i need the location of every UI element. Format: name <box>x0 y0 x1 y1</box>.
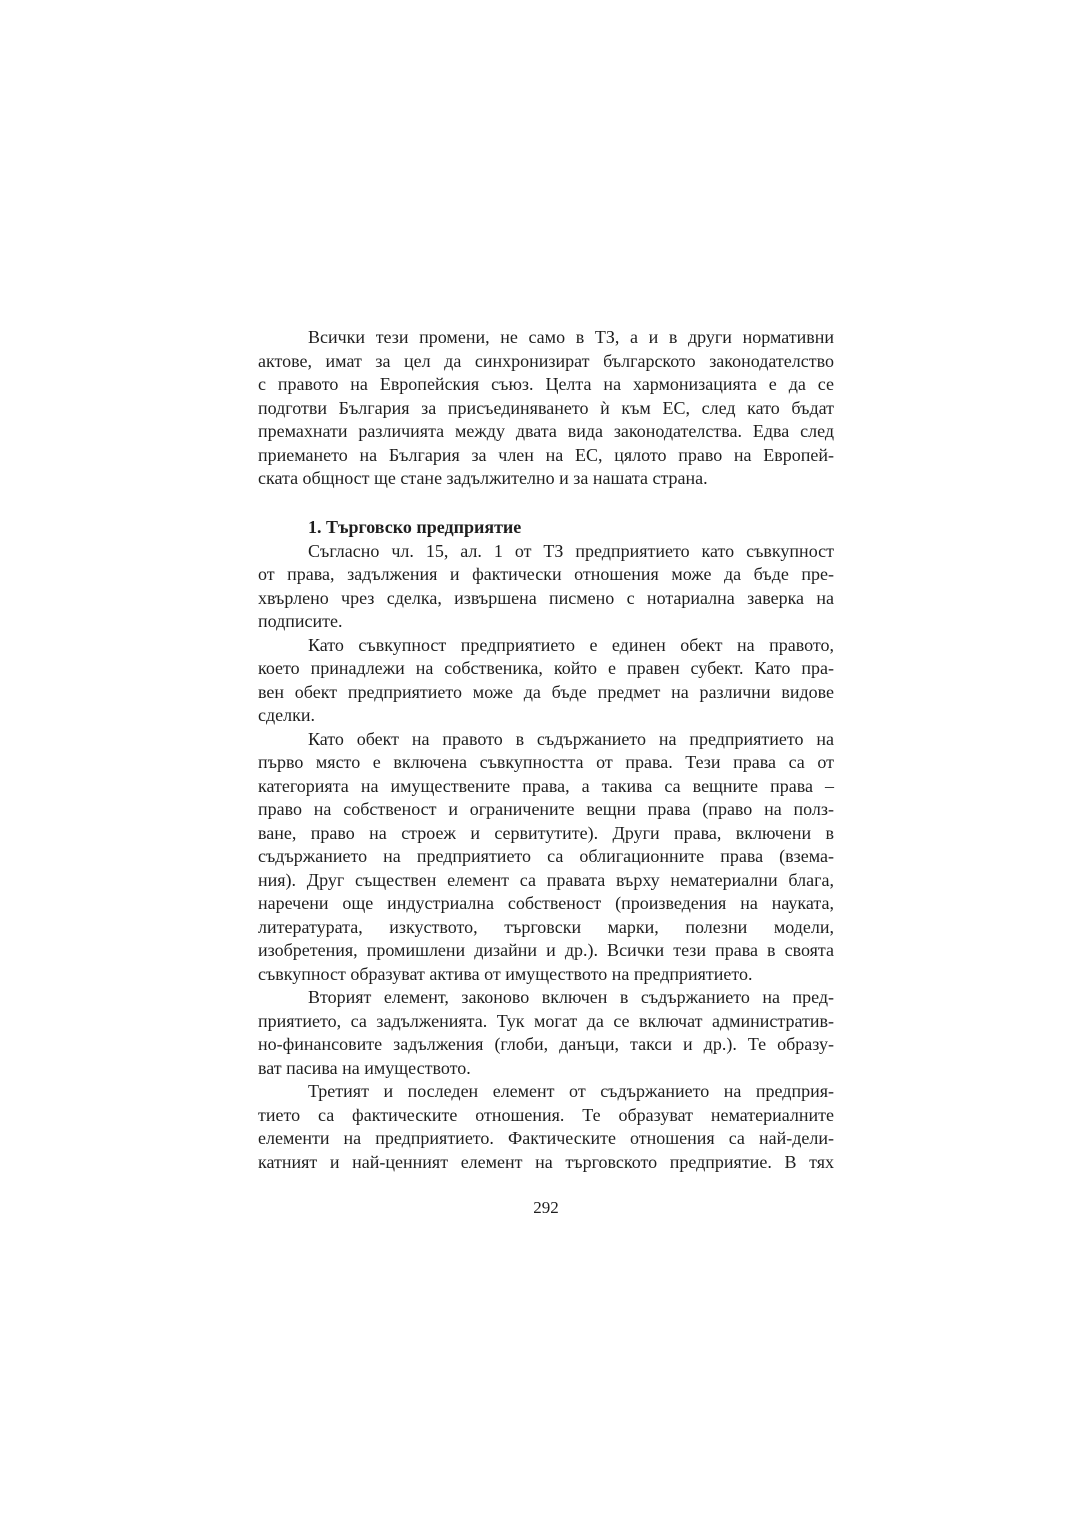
text-line: ват пасива на имуществото. <box>258 1057 471 1078</box>
text-line: с правото на Европейския съюз. Целта на хармонизацията е да се <box>258 374 834 394</box>
text-line: тието са фактическите отношения. Те образуват нематериалните <box>258 1104 834 1125</box>
text-line: от права, задължения и фактически отношения може да бъде пре- <box>258 564 834 584</box>
text-line: Като съвкупност предприятието е единен обект на правото, <box>308 634 834 655</box>
text-line: подписите. <box>258 611 343 631</box>
text-line: изобретения, промишлени дизайни и др.). Всички тези права в своята <box>258 940 834 960</box>
text-line: първо място е включена съвкупността от права. Тези права са от <box>258 752 834 772</box>
text-line: Съгласно чл. 15, ал. 1 от ТЗ предприятието като съвкупност <box>308 540 834 561</box>
section-paragraph <box>258 1080 834 1174</box>
section-body <box>258 540 834 1175</box>
text-line: ване, право на строеж и сервитутите). Други права, включени в <box>258 822 834 843</box>
text-line: но-финансовите задължения (глоби, данъци, такси и др.). Те образу- <box>258 1034 834 1054</box>
text-line: литературата, изкуството, търговски марки, полезни модели, <box>258 916 834 937</box>
intro-paragraph-body <box>258 326 834 491</box>
text-line: приемането на България за член на ЕС, цялото право на Европей- <box>258 444 834 465</box>
text-line: Третият и последен елемент от съдържанието на предприя- <box>308 1081 834 1101</box>
text-line: актове, имат за цел да синхронизират българското законодателство <box>258 350 834 371</box>
page-number: 292 <box>533 1198 559 1217</box>
text-line: Всички тези промени, не само в ТЗ, а и в други нормативни <box>308 327 834 347</box>
text-line: ния). Друг съществен елемент са правата върху нематериални блага, <box>258 869 834 890</box>
text-line: което принадлежи на собственика, който е правен субект. Като пра- <box>258 658 834 678</box>
text-line: хвърлено чрез сделка, извършена писмено с нотариална заверка на <box>258 587 834 608</box>
text-line: категорията на имуществените права, а такива са вещните права – <box>258 775 834 796</box>
text-line: катният и най-ценният елемент на търговското предприятие. В тях <box>258 1151 834 1172</box>
text-line: право на собственост и ограничените вещни права (право на полз- <box>258 799 834 819</box>
section-paragraph <box>258 728 834 987</box>
text-line: съдържанието на предприятието са облигационните права (взема- <box>258 846 834 866</box>
text-line: елементи на предприятието. Фактическите отношения са най-дели- <box>258 1128 834 1148</box>
text-line: съвкупност образуват актива от имуществото на предприятието. <box>258 963 753 984</box>
section-trade-enterprise <box>258 516 834 1174</box>
text-line: вен обект предприятието може да бъде предмет на различни видове <box>258 681 834 702</box>
text-line: наречени още индустриална собственост (произведения на науката, <box>258 893 834 913</box>
text-line: Вторият елемент, законово включен в съдържанието на пред- <box>308 987 834 1007</box>
section-heading: 1. Търговско предприятие <box>308 517 522 537</box>
text-line: Като обект на правото в съдържанието на предприятието на <box>308 728 834 749</box>
intro-paragraph <box>258 326 834 491</box>
section-paragraph <box>258 986 834 1080</box>
text-line: сделки. <box>258 705 315 725</box>
text-line: премахнати различията между двата вида законодателства. Едва след <box>258 421 834 441</box>
text-line: подготви България за присъединяването ѝ към ЕС, след като бъдат <box>258 397 834 418</box>
section-paragraph <box>258 540 834 634</box>
text-line: приятието, са задълженията. Тук могат да се включат административ- <box>258 1010 834 1031</box>
section-paragraph <box>258 634 834 728</box>
text-line: ската общност ще стане задължително и за нашата страна. <box>258 468 708 488</box>
